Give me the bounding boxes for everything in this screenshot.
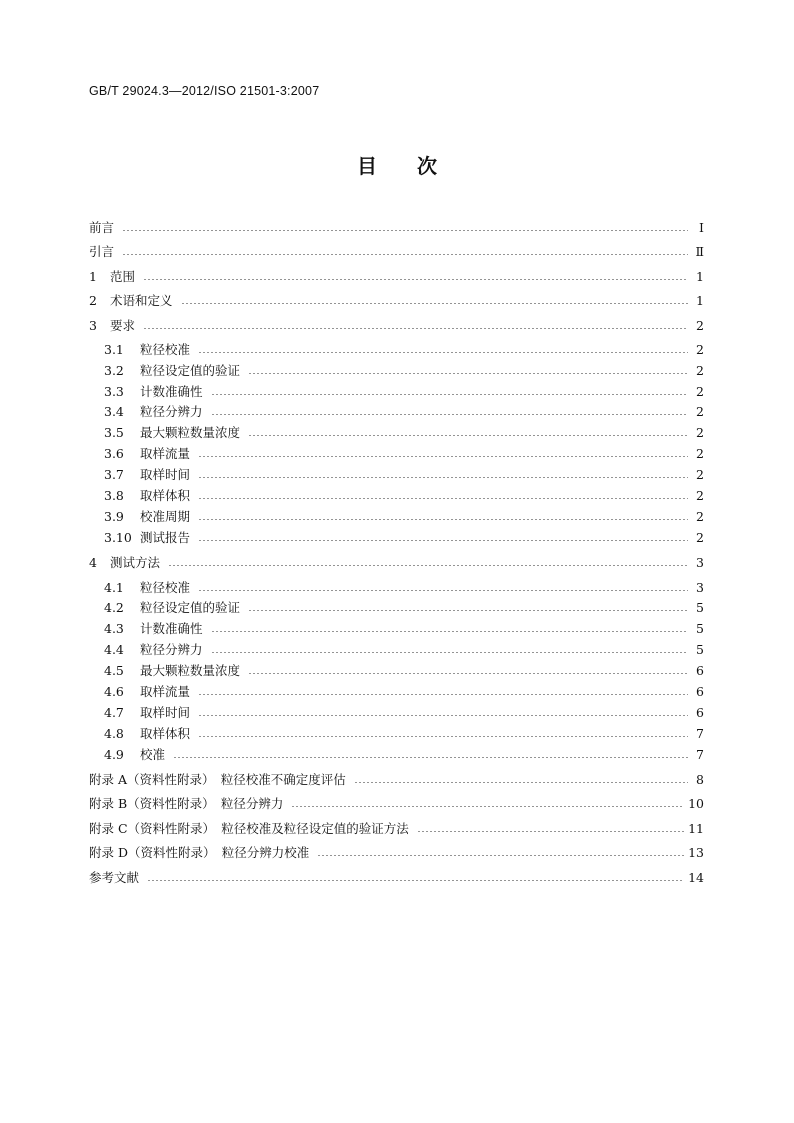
toc-leader-dots xyxy=(198,443,688,463)
toc-entry-page: 13 xyxy=(688,844,704,860)
toc-entry xyxy=(89,793,704,813)
toc-entry-label: 取样时间 xyxy=(140,705,191,720)
toc-leader-dots xyxy=(211,618,688,638)
toc-entry-page: 6 xyxy=(696,662,704,678)
toc-entry-number: 2 xyxy=(89,292,97,308)
toc-entry-number: 4.5 xyxy=(104,662,124,678)
toc-leader-dots xyxy=(248,597,688,617)
toc-entry xyxy=(89,217,704,237)
toc-entry-label: 最大颗粒数量浓度 xyxy=(140,663,241,678)
toc-entry xyxy=(89,552,704,572)
toc-entry-page: 1 xyxy=(696,292,704,308)
toc-entry xyxy=(104,464,704,484)
toc-entry-label: 计数准确性 xyxy=(140,384,203,399)
toc-entry-number: 3.3 xyxy=(104,383,124,399)
toc-entry xyxy=(104,639,704,659)
toc-entry-number: 3.4 xyxy=(104,403,124,419)
toc-leader-dots xyxy=(198,506,688,526)
toc-entry xyxy=(104,681,704,701)
toc-entry xyxy=(104,339,704,359)
toc-entry-page: Ⅰ xyxy=(699,219,704,235)
toc-entry-page: 11 xyxy=(688,820,704,836)
toc-entry-label: 取样流量 xyxy=(140,446,191,461)
toc-leader-dots xyxy=(198,527,688,547)
toc-entry-label: 引言 xyxy=(89,244,115,259)
toc-entry xyxy=(104,723,704,743)
toc-entry-page: 7 xyxy=(696,746,704,762)
toc-entry xyxy=(89,769,704,789)
toc-entry-label: 取样流量 xyxy=(140,684,191,699)
toc-entry-page: 6 xyxy=(696,704,704,720)
toc-entry-number: 4.6 xyxy=(104,683,124,699)
toc-entry xyxy=(104,618,704,638)
toc-entry xyxy=(104,527,704,547)
toc-entry-page: 2 xyxy=(696,487,704,503)
toc-leader-dots xyxy=(417,818,684,838)
toc-entry-number: 4.1 xyxy=(104,579,124,595)
toc-entry xyxy=(104,744,704,764)
toc-entry-label: 计数准确性 xyxy=(140,621,203,636)
toc-entry xyxy=(104,360,704,380)
toc-leader-dots xyxy=(248,660,688,680)
toc-entry-label: 粒径校准 xyxy=(140,580,191,595)
toc-entry-number: 4.7 xyxy=(104,704,124,720)
toc-entry-page: 14 xyxy=(688,869,704,885)
toc-entry xyxy=(89,842,704,862)
toc-entry-page: 6 xyxy=(696,683,704,699)
toc-leader-dots xyxy=(291,793,684,813)
toc-entry-number: 4 xyxy=(89,554,97,570)
toc-entry xyxy=(104,443,704,463)
toc-leader-dots xyxy=(211,639,688,659)
toc-entry-page: Ⅱ xyxy=(695,243,704,259)
toc-entry-label: 要求 xyxy=(110,318,136,333)
toc-entry-number: 3.8 xyxy=(104,487,124,503)
toc-leader-dots xyxy=(173,744,688,764)
toc-entry-label: 粒径校准 xyxy=(140,342,191,357)
toc-entry-number: 3.9 xyxy=(104,508,124,524)
toc-entry-label: 粒径设定值的验证 xyxy=(140,600,241,615)
toc-leader-dots xyxy=(198,702,688,722)
toc-entry-label: 测试报告 xyxy=(140,530,191,545)
toc-entry-page: 3 xyxy=(696,554,704,570)
toc-entry-number: 3.2 xyxy=(104,362,124,378)
toc-entry-number: 1 xyxy=(89,268,97,284)
toc-entry-number: 3.7 xyxy=(104,466,124,482)
toc-entry-page: 5 xyxy=(696,641,704,657)
toc-leader-dots xyxy=(248,422,688,442)
toc-entry xyxy=(104,401,704,421)
toc-entry-label: 取样时间 xyxy=(140,467,191,482)
toc-entry-page: 2 xyxy=(696,424,704,440)
toc-entry-label: 前言 xyxy=(89,220,115,235)
toc-entry-page: 2 xyxy=(696,529,704,545)
toc-entry-number: 3 xyxy=(89,317,97,333)
toc-leader-dots xyxy=(198,723,688,743)
toc-entry-page: 7 xyxy=(696,725,704,741)
toc-leader-dots xyxy=(143,266,688,286)
toc-entry-label: 附录 A（资料性附录） 粒径校准不确定度评估 xyxy=(89,772,346,787)
toc-leader-dots xyxy=(211,381,688,401)
toc-entry-label: 取样体积 xyxy=(140,726,191,741)
toc-entry-label: 取样体积 xyxy=(140,488,191,503)
toc-entry-page: 2 xyxy=(696,317,704,333)
toc-entry-page: 5 xyxy=(696,620,704,636)
toc-entry xyxy=(104,422,704,442)
toc-leader-dots xyxy=(198,464,688,484)
toc-entry-number: 3.6 xyxy=(104,445,124,461)
toc-entry-label: 术语和定义 xyxy=(110,293,173,308)
toc-entry-number: 3.1 xyxy=(104,341,124,357)
toc-entry-page: 2 xyxy=(696,362,704,378)
toc-leader-dots xyxy=(143,315,688,335)
toc-entry-number: 4.2 xyxy=(104,599,124,615)
toc-entry-page: 3 xyxy=(696,579,704,595)
standard-number: GB/T 29024.3—2012/ISO 21501-3:2007 xyxy=(89,84,320,98)
toc-entry-label: 范围 xyxy=(110,269,136,284)
toc-entry xyxy=(89,818,704,838)
toc-entry-label: 测试方法 xyxy=(110,555,161,570)
toc-leader-dots xyxy=(198,485,688,505)
toc-entry-label: 粒径分辨力 xyxy=(140,642,203,657)
toc-entry xyxy=(89,315,704,335)
toc-entry-number: 4.4 xyxy=(104,641,124,657)
toc-entry-label: 附录 C（资料性附录） 粒径校准及粒径设定值的验证方法 xyxy=(89,821,409,836)
toc-leader-dots xyxy=(122,241,688,261)
toc-entry xyxy=(104,660,704,680)
toc-entry-page: 2 xyxy=(696,466,704,482)
toc-entry-page: 8 xyxy=(696,771,704,787)
page-title: 目 次 xyxy=(357,154,437,178)
toc-leader-dots xyxy=(147,867,684,887)
toc-entry-page: 2 xyxy=(696,403,704,419)
toc-leader-dots xyxy=(198,577,688,597)
toc-entry xyxy=(89,867,704,887)
toc-entry-number: 4.9 xyxy=(104,746,124,762)
toc-entry-page: 2 xyxy=(696,508,704,524)
toc-entry-label: 校准周期 xyxy=(140,509,191,524)
toc-leader-dots xyxy=(211,401,688,421)
toc-entry-label: 最大颗粒数量浓度 xyxy=(140,425,241,440)
toc-leader-dots xyxy=(181,290,688,310)
toc-leader-dots xyxy=(122,217,688,237)
toc-leader-dots xyxy=(248,360,688,380)
toc-entry xyxy=(104,702,704,722)
toc-entry-label: 粒径设定值的验证 xyxy=(140,363,241,378)
toc-entry-page: 10 xyxy=(688,795,704,811)
toc-leader-dots xyxy=(198,681,688,701)
toc-entry-number: 3.10 xyxy=(104,529,132,545)
toc-entry-page: 5 xyxy=(696,599,704,615)
toc-entry xyxy=(104,485,704,505)
toc-leader-dots xyxy=(317,842,684,862)
toc-entry-label: 校准 xyxy=(140,747,166,762)
toc-entry-label: 附录 B（资料性附录） 粒径分辨力 xyxy=(89,796,284,811)
toc-entry-page: 1 xyxy=(696,268,704,284)
toc-entry-label: 附录 D（资料性附录） 粒径分辨力校准 xyxy=(89,845,310,860)
toc-entry xyxy=(89,241,704,261)
toc-entry xyxy=(104,381,704,401)
toc-entry-page: 2 xyxy=(696,445,704,461)
toc-entry-label: 粒径分辨力 xyxy=(140,404,203,419)
toc-entry xyxy=(89,290,704,310)
toc-leader-dots xyxy=(168,552,688,572)
toc-entry-number: 4.3 xyxy=(104,620,124,636)
toc-entry-label: 参考文献 xyxy=(89,870,140,885)
toc-entry-page: 2 xyxy=(696,341,704,357)
toc-entry-number: 3.5 xyxy=(104,424,124,440)
toc-entry xyxy=(104,506,704,526)
toc-entry xyxy=(89,266,704,286)
toc-leader-dots xyxy=(198,339,688,359)
toc-leader-dots xyxy=(354,769,688,789)
toc-entry-page: 2 xyxy=(696,383,704,399)
toc-entry xyxy=(104,597,704,617)
toc-entry xyxy=(104,577,704,597)
toc-entry-number: 4.8 xyxy=(104,725,124,741)
